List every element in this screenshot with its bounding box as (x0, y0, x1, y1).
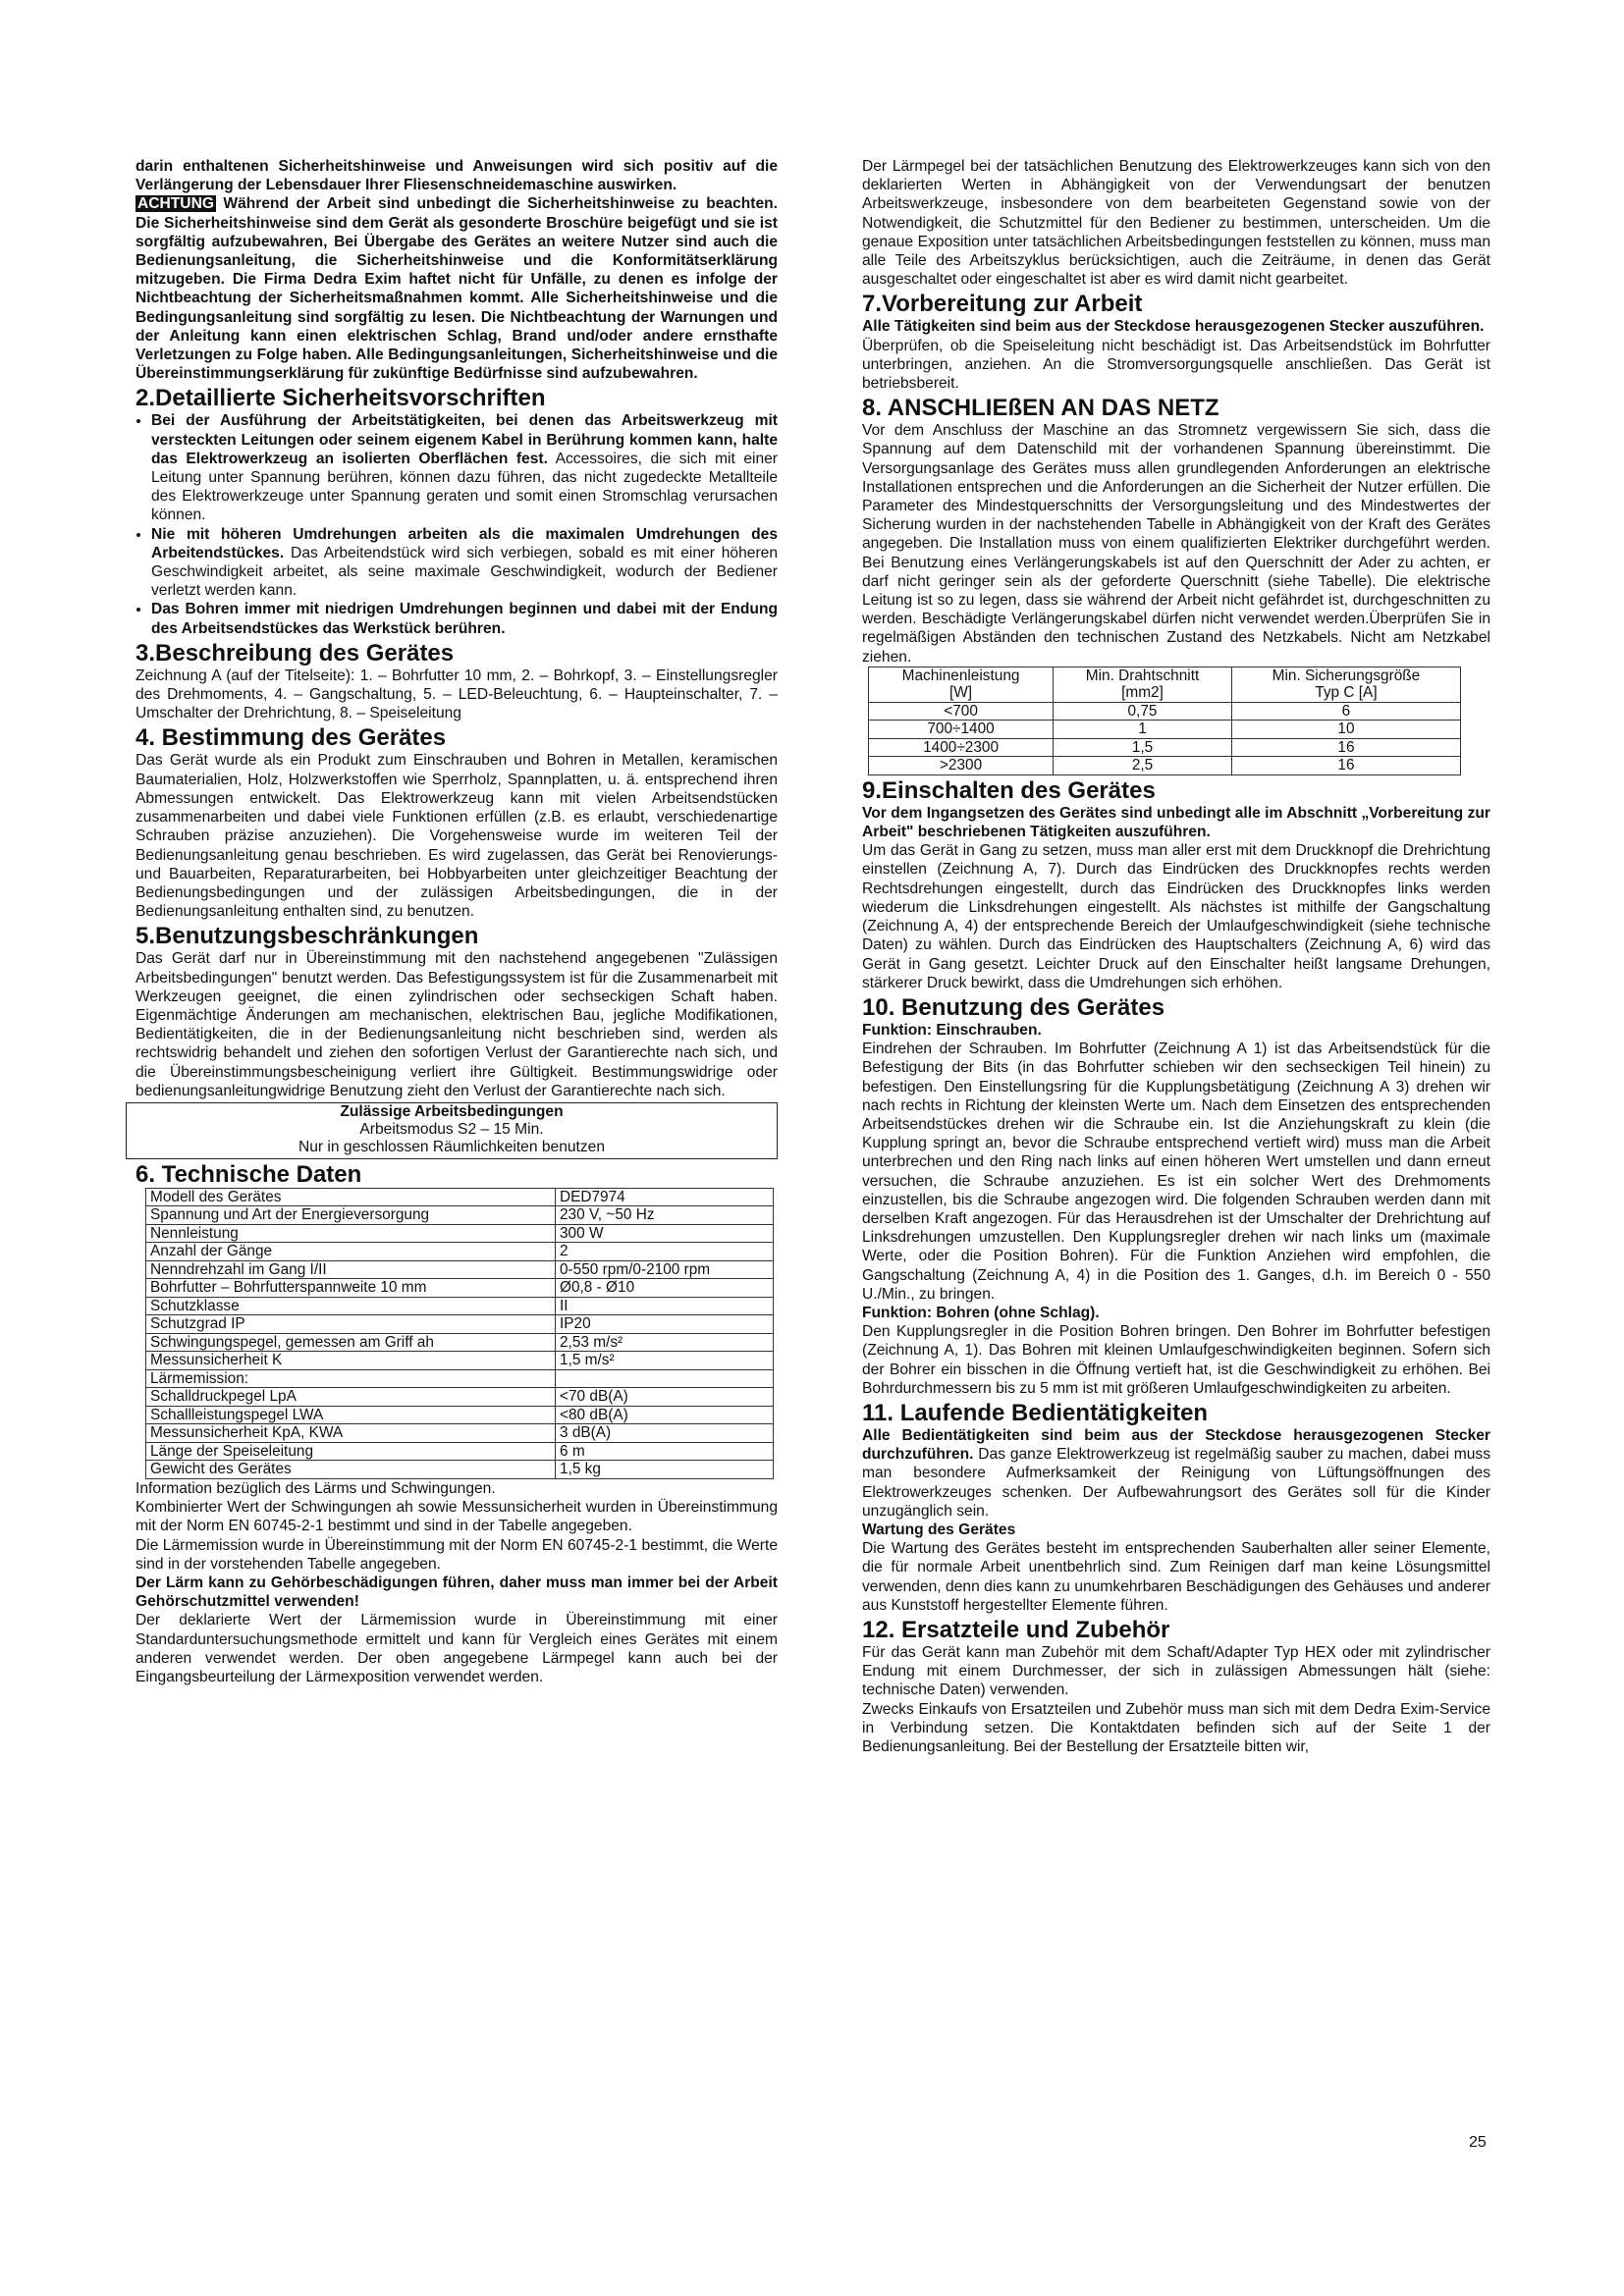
fuse-cell-wire: 1,5 (1054, 738, 1232, 757)
box-title: Zulässige Arbeitsbedingungen (340, 1102, 564, 1120)
page-number: 25 (1469, 2134, 1487, 2151)
note-4-warning: Der Lärm kann zu Gehörbeschädigungen führen, daher muss man immer bei der Arbeit Gehörschutzmittel verwenden! (135, 1574, 778, 1611)
tech-row (146, 1188, 774, 1206)
right-column (862, 157, 1490, 1756)
section-12-heading: 12. Ersatzteile und Zubehör (862, 1617, 1170, 1643)
fuse-cell-wire: 2,5 (1054, 757, 1232, 775)
section-9-bold: Vor dem Ingangsetzen des Gerätes sind unbedingt alle im Abschnitt „Vorbereitung zur Arbeit" beschriebenen Tätigkeiten auszuführen. (862, 804, 1490, 841)
tech-row (146, 1442, 774, 1461)
fuse-row (869, 757, 1461, 775)
fuse-cell-power: <700 (869, 702, 1054, 721)
fuse-cell-wire: 1 (1054, 721, 1232, 739)
safety-item-1: • Bei der Ausführung der Arbeitstätigkeiten, bei denen das Arbeitswerkzeug mit versteckten Leitungen oder seinem eigenem Kabel in Berührung kommen kann, halte das Elektrowerkzeug an isolierten Oberflächen fest. Accessoires, die sich mit einer Leitung unter Spannung berühren, können dazu führen, das nicht zugedeckte Metallteile des Elektrowerkzeuge unter Spannung geraten und somit einen Stromschlag verursachen können. (151, 411, 778, 524)
section-4-text: Das Gerät wurde als ein Produkt zum Einschrauben und Bohren in Metallen, keramischen Baumaterialien, Holz, Holzwerkstoffen wie Sperrholz, Spannplatten, u. ä. entsprechend ihren Abmessungen entwickelt. Das Elektrowerkzeug kann mit vielen Arbeitsendstücken zusammenarbeiten und dabei viele Funktionen erfüllen (z.B. es erlaubt, verschiedenartige Schrauben präzise anzuziehen). Die Vorgehensweise wurde im weiteren Teil der Bedienungsanleitung genau beschrieben. Es wird zugelassen, das Gerät bei Renovierungs- und Bauarbeiten, Reparaturarbeiten, bei Hobbyarbeiten unter gleichzeitiger Beachtung der Bedienungsbedingungen und der zulässigen Arbeitsbedingungen, die in der Bedienungsanleitung enthalten sind, zu benutzen. (135, 752, 778, 921)
fuse-row (869, 721, 1461, 739)
fuse-cell-fuse: 10 (1231, 721, 1460, 739)
function-2-title: Funktion: Bohren (ohne Schlag). (862, 1304, 1100, 1321)
achtung-badge: ACHTUNG (137, 195, 214, 213)
fuse-row (869, 702, 1461, 721)
tech-label: Gewicht des Gerätes (146, 1461, 556, 1479)
tech-label: Modell des Gerätes (146, 1188, 556, 1206)
note-2: Kombinierter Wert der Schwingungen ah sowie Messunsicherheit wurden in Übereinstimmung mit der Norm EN 60745-2-1 bestimmt und sind in der Tabelle angegeben. (135, 1499, 778, 1535)
fuse-header-wire: Min. Drahtschnitt [mm2] (1054, 667, 1232, 702)
tech-row (146, 1315, 774, 1334)
tech-value (556, 1369, 774, 1388)
fuse-cell-fuse: 16 (1231, 738, 1460, 757)
tech-value: 300 W (556, 1224, 774, 1243)
right-intro: Der Lärmpegel bei der tatsächlichen Benutzung des Elektrowerkzeuges kann sich von den deklarierten Werten in Abhängigkeit von der Verwendungsart der benutzen Arbeitswerkzeuge, insbesondere von dem bearbeiteten Gegenstand sowie von der Notwendigkeit, die Schutzmittel für den Bediener zu bestimmen, unterscheiden. Um die genaue Exposition unter tatsächlichen Arbeitsbedingungen feststellen zu können, muss man alle Teile des Arbeitszyklus berücksichtigen, auch die Zeiträume, in denen das Gerät ausgeschaltet oder eingeschaltet ist aber es wird damit nicht gearbeitet. (862, 158, 1490, 289)
working-conditions-box (126, 1102, 778, 1159)
tech-row (146, 1224, 774, 1243)
fuse-table (868, 667, 1461, 775)
tech-label: Länge der Speiseleitung (146, 1442, 556, 1461)
section-9-heading: 9.Einschalten des Gerätes (862, 776, 1156, 804)
tech-label: Bohrfutter – Bohrfutterspannweite 10 mm (146, 1279, 556, 1298)
section-5-heading: 5.Benutzungsbeschränkungen (135, 923, 479, 950)
tech-row (146, 1333, 774, 1352)
tech-value: DED7974 (556, 1188, 774, 1206)
fuse-header-fuse: Min. Sicherungsgröße Typ C [A] (1231, 667, 1460, 702)
tech-label: Messunsicherheit KpA, KWA (146, 1424, 556, 1443)
section-3-text: Zeichnung A (auf der Titelseite): 1. – Bohrfutter 10 mm, 2. – Bohrkopf, 3. – Einstellungsregler des Drehmoments, 4. – Gangschaltung, 5. – LED-Beleuchtung, 6. – Haupteinschalter, 7. – Umschalter der Drehrichtung, 8. – Speiseleitung (135, 667, 778, 722)
fuse-table-header (869, 667, 1461, 702)
section-5-text: Das Gerät darf nur in Übereinstimmung mit den nachstehend angegebenen "Zulässigen Arbeitsbedingungen" benutzt werden. Das Befestigungssystem ist für die Zusammenarbeit mit Werkzeugen geeignet, die einen zylindrischen oder sechseckigen Schaft haben. Eigenmächtige Änderungen am mechanischen, elektrischen Bau, jegliche Modifikationen, Bedientätigkeiten, die in der Bedienungsanleitung nicht beschrieben sind, werden als rechtswidrig behandelt und ziehen den sofortigen Verlust der Garantierechte nach sich, und die Übereinstimmungsbescheinigung verliert ihre Gültigkeit. Bestimmungswidrige oder bedienungsanleitungwidrige Benutzung zieht den Verlust der Garantierechte nach sich. (135, 950, 778, 1099)
tech-label: Nenndrehzahl im Gang I/II (146, 1260, 556, 1279)
tech-label: Schallleistungspegel LWA (146, 1406, 556, 1424)
box-line-2: Nur in geschlossen Räumlichkeiten benutzen (298, 1138, 606, 1155)
section-9-text: Um das Gerät in Gang zu setzen, muss man aller erst mit dem Druckknopf die Drehrichtung einstellen (Zeichnung A, 7). Durch das Eindrücken des Druckknopfes rechts werden Rechtsdrehungen eingestellt, durch das Eindrücken des Druckknopfes links werden wiederum die Linksdrehungen eingestellt. Als nächstes ist mithilfe der Gangschaltung (Zeichnung A, 4) der entsprechende Bereich der Umlaufgeschwindigkeit (siehe technische Daten) zu wählen. Durch das Eindrücken des Hauptschalters (Zeichnung A, 6) wird das Gerät in Gang gesetzt. Leichter Druck auf den Einschalter heißt langsame Drehungen, stärkerer Druck bewirkt, dass die Umdrehungen sich erhöhen. (862, 842, 1490, 991)
section-7-heading: 7.Vorbereitung zur Arbeit (862, 291, 1143, 318)
section-2-heading: 2.Detaillierte Sicherheitsvorschriften (135, 385, 546, 412)
tech-row (146, 1424, 774, 1443)
tech-row (146, 1260, 774, 1279)
tech-label: Spannung und Art der Energieversorgung (146, 1206, 556, 1225)
tech-value: <70 dB(A) (556, 1388, 774, 1407)
achtung-paragraph (135, 194, 778, 383)
intro-paragraph: darin enthaltenen Sicherheitshinweise und Anweisungen wird sich positiv auf die Verlängerung der Lebensdauer Ihrer Fliesenschneidemaschine auswirken. (135, 158, 778, 194)
tech-row (146, 1461, 774, 1479)
note-5: Der deklarierte Wert der Lärmemission wurde in Übereinstimmung mit einer Standarduntersuchungsmethode ermittelt und kann für Vergleich eines Gerätes mit einem anderen verwendet werden. Der oben angegebene Lärmpegel kann auch bei der Eingangsbeurteilung der Lärmexposition verwendet werden. (135, 1612, 778, 1685)
tech-row (146, 1352, 774, 1370)
fuse-cell-fuse: 16 (1231, 757, 1460, 775)
tech-label: Schalldruckpegel LpA (146, 1388, 556, 1407)
tech-value: 6 m (556, 1442, 774, 1461)
tech-label: Anzahl der Gänge (146, 1243, 556, 1261)
achtung-text: Während der Arbeit sind unbedingt die Sicherheitshinweise zu beachten. Die Sicherheitshinweise sind dem Gerät als gesonderte Broschüre beigefügt und sie ist sorgfältig aufzubewahren, Bei Übergabe des Gerätes an weitere Nutzer sind auch die Bedienungsanleitung, die Sicherheitshinweise und die Konformitätserklärung mitzugeben. Die Firma Dedra Exim haftet nicht für Unfälle, zu denen es infolge der Nichtbeachtung der Sicherheitsmaßnahmen kommt. Alle Sicherheitshinweise und die Bedingungsanleitung sind sorgfältig zu lesen. Die Nichtbeachtung der Warnungen und der Anleitung kann einen elektrischen Schlag, Brand und/oder andere ernsthafte Verletzungen zu Folge haben. Alle Bedingungsanleitungen, Sicherheitshinweise und die Übereinstimmungserklärung für zukünftige Bedürfnisse sind aufzubewahren. (135, 195, 778, 383)
fuse-header-power: Machinenleistung [W] (869, 667, 1054, 702)
section-11-text: Alle Bedientätigkeiten sind beim aus der Steckdose herausgezogenen Stecker durchzuführen. Das ganze Elektrowerkzeug ist regelmäßig sauber zu machen, dabei muss man besondere Aufmerksamkeit der Reinigung von Lüftungsöffnungen des Elektrowerkzeuges schenken. Der Aufbewahrungsort des Gerätes soll für die Kinder unzugänglich sein. (862, 1426, 1490, 1520)
tech-value: 0-550 rpm/0-2100 rpm (556, 1260, 774, 1279)
maintenance-text: Die Wartung des Gerätes besteht im entsprechenden Sauberhalten aller seiner Elemente, die für normale Arbeit unentbehrlich sind. Zum Reinigen darf man keine Lösungsmittel verwenden, denn dies kann zu unumkehrbaren Beschädigungen des Gehäuses und anderer aus Kunststoff hergestellter Elemente führen. (862, 1540, 1490, 1614)
technical-data-table (145, 1188, 774, 1479)
tech-value: 2,53 m/s² (556, 1333, 774, 1352)
section-3-heading: 3.Beschreibung des Gerätes (135, 639, 455, 667)
tech-label: Schutzklasse (146, 1297, 556, 1315)
function-1-text: Eindrehen der Schrauben. Im Bohrfutter (Zeichnung A 1) ist das Arbeitsendstück für die Befestigung der Bits (in das Bohrfutter schieben wir den sechseckigen Teil hinein) zu befestigen. Den Einstellungsring für die Kupplungsbetätigung (Zeichnung A 3) drehen wir nach rechts in Richtung der kleinsten Werte um. Nach dem Einsetzen des entsprechenden Arbeitsendstückes drehen wir die Schraube ein. Ist die Anziehungskraft zu klein (die Kupplung springt an, bevor die Schraube entsprechend vertieft wird) muss man die Arbeit unterbrechen und den Ring nach links auf einen höheren Wert umstellen und dann erneut versuchen, die Schraube anzuziehen. Es ist ein solcher Wert des Drehmoments einzustellen, bis die Schraube angezogen wird. Die folgenden Schrauben werden dann mit derselben Kraft angezogen. Für das Herausdrehen ist der Umschalter der Drehrichtung auf Linksdrehungen umzustellen. Den Kupplungsregler drehen wir nach links um (maximale Werte, oder die Position Bohren). Für die Funktion Anziehen wird empfohlen, die Gangschaltung (Zeichnung A, 4) in die Position des 1. Ganges, d.h. im Bereich 0 - 550 U./Min., zu bringen. (862, 1041, 1490, 1303)
section-12-text-2: Zwecks Einkaufs von Ersatzteilen und Zubehör muss man sich mit dem Dedra Exim-Service in Verbindung setzen. Die Kontaktdaten befinden sich auf der Seite 1 der Bedienungsanleitung. Bei der Bestellung der Ersatzteile bitten wir, (862, 1700, 1490, 1756)
tech-label: Schwingungspegel, gemessen am Griff ah (146, 1333, 556, 1352)
section-12-text-1: Für das Gerät kann man Zubehör mit dem Schaft/Adapter Typ HEX oder mit zylindrischer Endung mit einem Durchmesser, der sich in zulässigen Abmessungen hält (siehe: technische Daten) verwenden. (862, 1644, 1490, 1699)
section-8-text: Vor dem Anschluss der Maschine an das Stromnetz vergewissern Sie sich, dass die Spannung auf dem Datenschild mit der vorhandenen Spannung übereinstimmt. Die Versorgungsanlage des Gerätes muss allen grundlegenden Anforderungen an elektrische Installationen entsprechen und die Anforderungen an die Sicherheit der Nutzer erfüllen. Die Parameter des Mindestquerschnitts der Versorgungsleitung und des Mindestwertes der Sicherung wurden in der nachstehenden Tabelle in Abhängigkeit von der Kraft des Gerätes angegeben. Die Installation muss von einem qualifizierten Elektriker durchgeführt werden. Bei Benutzung eines Verlängerungskabels ist auf den Querschnitt der Ader zu achten, er darf nicht geringer sein als der geforderte Querschnitt (siehe Tabelle). Die elektrische Leitung ist so zu legen, dass sie während der Arbeit nicht gefährdet ist, durchgeschnitten zu werden. Beschädigte Verlängerungskabel dürfen nicht verwendet werden.Überprüfen Sie in regelmäßigen Abständen den technischen Zustand des Netzkabels. Nicht am Netzkabel ziehen. (862, 422, 1490, 666)
tech-row (146, 1206, 774, 1225)
fuse-cell-fuse: 6 (1231, 702, 1460, 721)
section-10-heading: 10. Benutzung des Gerätes (862, 993, 1165, 1021)
tech-value: Ø0,8 - Ø10 (556, 1279, 774, 1298)
tech-row (146, 1369, 774, 1388)
section-8-heading: 8. ANSCHLIEßEN AN DAS NETZ (862, 395, 1219, 422)
tech-value: IP20 (556, 1315, 774, 1334)
left-column (135, 157, 778, 1686)
tech-label: Messunsicherheit K (146, 1352, 556, 1370)
section-7-bold: Alle Tätigkeiten sind beim aus der Steckdose herausgezogenen Stecker auszuführen. (862, 318, 1485, 336)
tech-value: 1,5 m/s² (556, 1352, 774, 1370)
fuse-row (869, 738, 1461, 757)
tech-row (146, 1279, 774, 1298)
tech-row (146, 1243, 774, 1261)
function-1-title: Funktion: Einschrauben. (862, 1021, 1042, 1039)
box-line-1: Arbeitsmodus S2 – 15 Min. (359, 1120, 544, 1138)
tech-value: 1,5 kg (556, 1461, 774, 1479)
tech-value: II (556, 1297, 774, 1315)
tech-label: Lärmemission: (146, 1369, 556, 1388)
tech-value: 230 V, ~50 Hz (556, 1206, 774, 1225)
tech-row (146, 1297, 774, 1315)
tech-label: Nennleistung (146, 1224, 556, 1243)
safety-item-2: • Nie mit höheren Umdrehungen arbeiten als die maximalen Umdrehungen des Arbeitendstückes. Das Arbeitendstück wird sich verbiegen, sobald es mit einer höheren Geschwindigkeit arbeitet, als seine maximale Geschwindigkeit, wodurch der Bediener verletzt werden kann. (151, 525, 778, 601)
tech-row (146, 1388, 774, 1407)
note-1: Information bezüglich des Lärms und Schwingungen. (135, 1479, 496, 1497)
tech-value: 2 (556, 1243, 774, 1261)
safety-item-3: • Das Bohren immer mit niedrigen Umdrehungen beginnen und dabei mit der Endung des Arbeitsendstückes das Werkstück berühren. (151, 600, 778, 637)
fuse-cell-power: 700÷1400 (869, 721, 1054, 739)
tech-label: Schutzgrad IP (146, 1315, 556, 1334)
function-2-text: Den Kupplungsregler in die Position Bohren bringen. Den Bohrer im Bohrfutter befestigen (Zeichnung A, 1). Das Bohren mit kleinen Umlaufgeschwindigkeiten beginnen. Sofern sich der Bohrer ein bisschen in die Öffnung vertieft hat, ist die Geschwindigkeit zu erhöhen. Bei Bohrdurchmessern bis zu 5 mm ist mit größeren Umlaufgeschwindigkeiten zu arbeiten. (862, 1323, 1490, 1397)
fuse-cell-power: 1400÷2300 (869, 738, 1054, 757)
section-4-heading: 4. Bestimmung des Gerätes (135, 724, 447, 752)
section-6-heading: 6. Technische Daten (135, 1160, 362, 1188)
tech-value: <80 dB(A) (556, 1406, 774, 1424)
note-3: Die Lärmemission wurde in Übereinstimmung mit der Norm EN 60745-2-1 bestimmt, die Werte sind in der vorstehenden Tabelle angegeben. (135, 1536, 778, 1573)
tech-row (146, 1406, 774, 1424)
section-11-heading: 11. Laufende Bedientätigkeiten (862, 1399, 1209, 1426)
fuse-cell-power: >2300 (869, 757, 1054, 775)
fuse-cell-wire: 0,75 (1054, 702, 1232, 721)
safety-list (135, 411, 778, 637)
tech-value: 3 dB(A) (556, 1424, 774, 1443)
section-7-text: Überprüfen, ob die Speiseleitung nicht beschädigt ist. Das Arbeitsendstück im Bohrfutter unterbringen, anziehen. An die Stromversorgungsquelle anschließen. Das Gerät ist betriebsbereit. (862, 337, 1490, 393)
maintenance-title: Wartung des Gerätes (862, 1521, 1016, 1538)
